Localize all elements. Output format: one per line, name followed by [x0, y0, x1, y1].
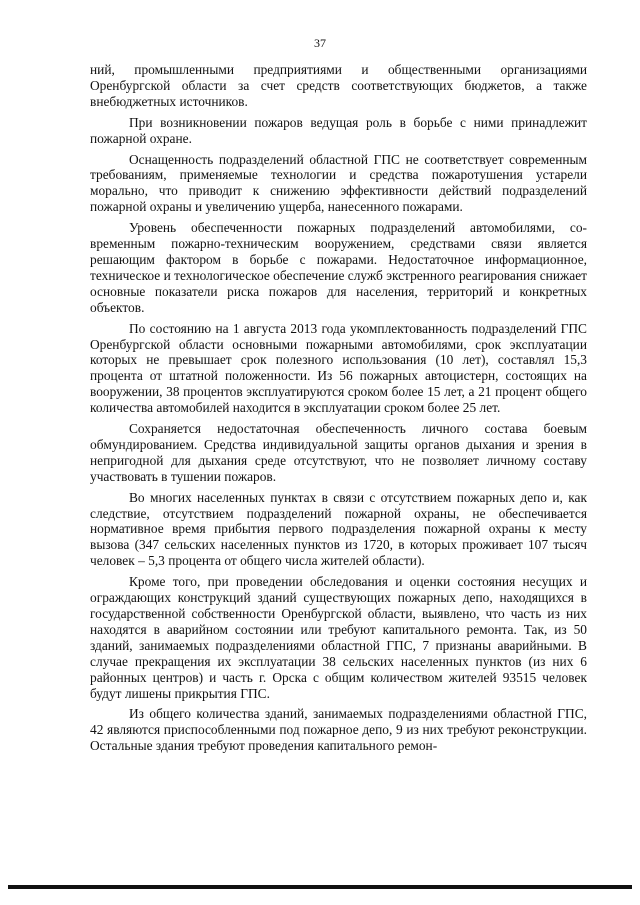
paragraph-6: Сохраняется недостаточная обеспеченность личного состава боевым обмундированием. Средства индивидуальной защиты органов дыхания и зрения в непригодной для дыхания среде отсутствуют, что не позволяет личному составу участвовать в тушении пожаров. [90, 421, 587, 484]
paragraph-2: При возникновении пожаров ведущая роль в борьбе с ними принадлежит пожарной охране. [90, 114, 587, 146]
paragraph-7: Во многих населенных пунктах в связи с отсутствием пожарных депо и, как следствие, отсутствием подразделений пожарной охраны, не обеспечивается нормативное время прибытия первого подразделения пожарной охраны к месту вызова (347 сельских населенных пунктов из 1720, в которых проживает 107 тысяч человек – 5,3 процента от общего числа жителей области). [90, 489, 587, 569]
page-number: 37 [314, 36, 326, 50]
paragraph-9: Из общего количества зданий, занимаемых подразделениями областной ГПС, 42 являются приспособленными под пожарное депо, 9 из них требуют реконструкции. Остальные здания требуют проведения капитального ремон- [90, 706, 587, 754]
paragraph-4: Уровень обеспеченности пожарных подразделений автомобилями, современным пожарно-техническим вооружением, средствами связи является решающим фактором в борьбе с пожарами. Недостаточное информационное, техническое и технологическое обеспечение служб экстренного реагирования снижает основные показатели риска пожаров для населения, территорий и конкретных объектов. [90, 220, 587, 315]
paragraph-3: Оснащенность подразделений областной ГПС не соответствует современным требованиям, применяемые технологии и средства пожаротушения устарели морально, что приводит к снижению эффективности действий подразделений пожарной охраны и увеличению ущерба, нанесенного пожарами. [90, 151, 587, 215]
scan-edge-divider [8, 885, 632, 889]
paragraph-8: Кроме того, при проведении обследования и оценки состояния несущих и ограждающих конструкций зданий существующих пожарных депо, находящихся в государственной собственности Оренбургской области, выявлено, что часть из них находятся в аварийном состоянии или требуют капитального ремонта. Так, из 50 зданий, занимаемых подразделениями областной ГПС, 7 признаны аварийными. В случае прекращения их эксплуатации 38 сельских населенных пунктов (из них 6 районных центров) и часть г. Орска с общим количеством жителей 93515 человек будут лишены прикрытия ГПС. [90, 574, 587, 701]
paragraph-5: По состоянию на 1 августа 2013 года укомплектованность подразделений ГПС Оренбургской области основными пожарными автомобилями, срок эксплуатации которых не превышает срок полезного использования (10 лет), составлял 15,3 процента от штатной положенности. Из 56 пожарных автоцистерн, состоящих на вооружении, 38 процентов эксплуатируются сроком более 15 лет, а 21 процент общего количества автомобилей находится в эксплуатации сроком более 25 лет. [90, 320, 587, 416]
paragraph-1: ний, промышленными предприятиями и общественными организациями Оренбургской области за счет средств соответствующих бюджетов, а также внебюджетных источников. [90, 62, 587, 109]
document-body [90, 62, 587, 759]
